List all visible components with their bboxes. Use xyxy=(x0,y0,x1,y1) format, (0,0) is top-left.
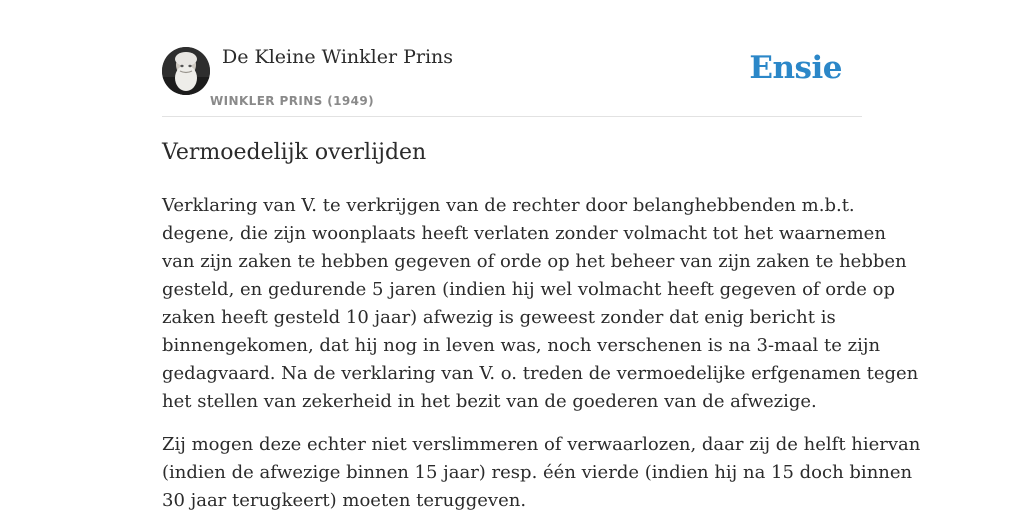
paragraph-line: gesteld, en gedurende 5 jaren (indien hij wel volmacht heeft gegeven of orde op xyxy=(162,279,895,300)
author-avatar[interactable] xyxy=(162,47,210,95)
paragraph-line: binnengekomen, dat hij nog in leven was, noch verschenen is na 3-maal te zijn xyxy=(162,335,881,356)
article-paragraph xyxy=(162,192,919,416)
article-title: Vermoedelijk overlijden xyxy=(162,140,427,165)
source-label[interactable]: WINKLER PRINS (1949) xyxy=(210,94,375,108)
paragraph-line: Zij mogen deze echter niet verslimmeren of verwaarlozen, daar zij de helft hiervan xyxy=(162,434,921,455)
article-paragraph xyxy=(162,431,921,515)
paragraph-line: 30 jaar terugkeert) moeten teruggeven. xyxy=(162,490,527,511)
paragraph-line: zaken heeft gesteld 10 jaar) afwezig is geweest zonder dat enig bericht is xyxy=(162,307,836,328)
article-body xyxy=(162,192,921,530)
paragraph-line: gedagvaard. Na de verklaring van V. o. treden de vermoedelijke erfgenamen tegen xyxy=(162,363,919,384)
paragraph-line: het stellen van zekerheid in het bezit van de goederen van de afwezige. xyxy=(162,391,817,412)
paragraph-line: Verklaring van V. te verkrijgen van de rechter door belanghebbenden m.b.t. xyxy=(162,195,855,216)
author-name[interactable]: De Kleine Winkler Prins xyxy=(222,46,454,68)
paragraph-line: degene, die zijn woonplaats heeft verlaten zonder volmacht tot het waarnemen xyxy=(162,223,886,244)
paragraph-line: van zijn zaken te hebben gegeven of orde op het beheer van zijn zaken te hebben xyxy=(162,251,907,272)
article-page xyxy=(162,0,921,511)
paragraph-line: (indien de afwezige binnen 15 jaar) resp. één vierde (indien hij na 15 doch binnen xyxy=(162,462,913,483)
ensie-logo[interactable]: Ensie xyxy=(749,50,842,86)
portrait-bearded-man-icon xyxy=(162,47,210,95)
article-header xyxy=(162,0,862,117)
